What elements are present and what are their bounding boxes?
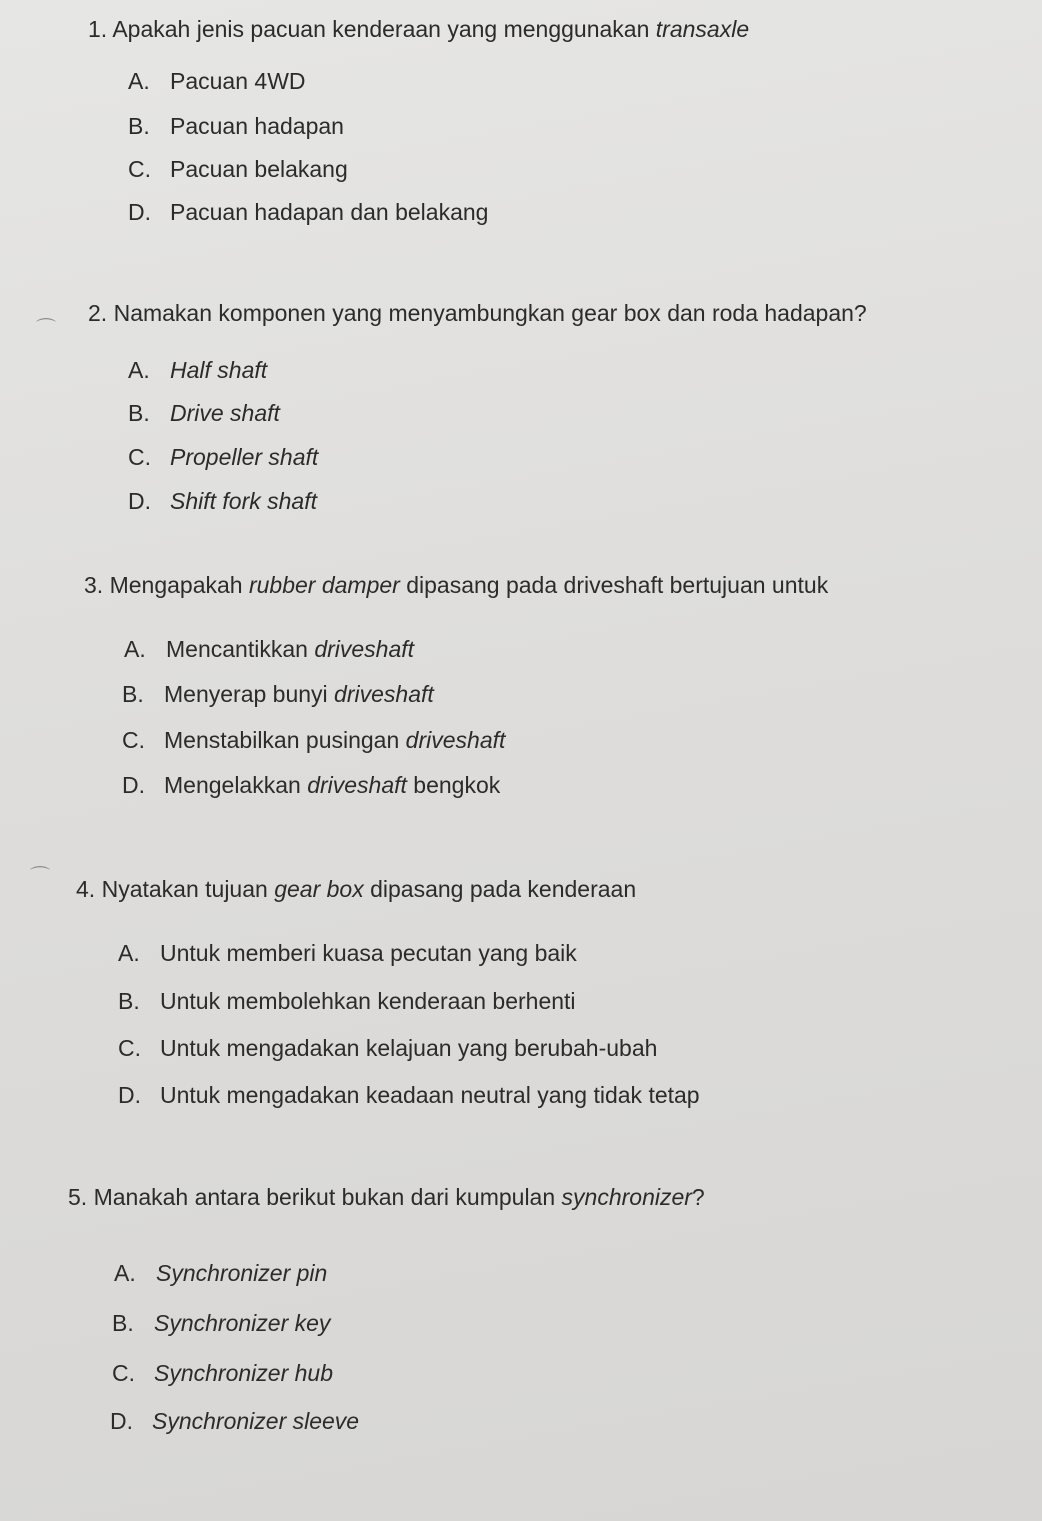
question-1 [88,16,749,43]
question-text: Apakah jenis pacuan kenderaan yang menggunakan [112,16,656,42]
option-5c[interactable]: C. Synchronizer hub [112,1360,333,1386]
question-4 [76,876,636,903]
question-number: 3. [84,572,104,598]
question-number: 5. [68,1184,88,1210]
option-2d[interactable]: D. Shift fork shaft [128,488,318,514]
option-3c[interactable]: C. Menstabilkan pusingan driveshaft [122,727,506,753]
option-4a[interactable]: A. Untuk memberi kuasa pecutan yang baik [118,940,577,966]
question-text-italic: transaxle [655,16,750,42]
margin-mark: ⌒ [30,866,50,888]
option-1d[interactable]: D. Pacuan hadapan dan belakang [128,199,489,225]
option-4b[interactable]: B. Untuk membolehkan kenderaan berhenti [118,988,576,1014]
question-number: 4. [76,876,96,902]
option-3d[interactable]: D. Mengelakkan driveshaft bengkok [122,772,501,798]
option-4c[interactable]: C. Untuk mengadakan kelajuan yang berubah-ubah [118,1035,658,1061]
option-3b[interactable]: B. Menyerap bunyi driveshaft [122,681,434,707]
option-5d[interactable]: D. Synchronizer sleeve [110,1408,360,1434]
option-2a[interactable]: A. Half shaft [128,357,268,383]
question-5 [68,1184,705,1211]
question-number: 2. [88,300,108,326]
question-text: Mengapakah [109,572,249,598]
question-text-after: ? [691,1184,705,1210]
question-number: 1. [88,16,108,42]
question-2 [88,300,867,327]
option-2b[interactable]: B. Drive shaft [128,400,280,426]
question-3 [84,572,828,599]
question-text-italic: rubber damper [248,572,400,598]
question-text-after: dipasang pada kenderaan [363,876,637,902]
question-text-after: dipasang pada driveshaft bertujuan untuk [399,572,829,598]
option-5a[interactable]: A. Synchronizer pin [114,1260,328,1286]
question-text: Namakan komponen yang menyambungkan gear box dan roda hadapan? [113,300,867,326]
option-2c[interactable]: C. Propeller shaft [128,444,319,470]
option-1a[interactable]: A. Pacuan 4WD [128,68,306,94]
option-1c[interactable]: C. Pacuan belakang [128,156,348,182]
option-4d[interactable]: D. Untuk mengadakan keadaan neutral yang tidak tetap [118,1082,700,1108]
question-text-italic: synchronizer [561,1184,692,1210]
question-text: Manakah antara berikut bukan dari kumpulan [93,1184,562,1210]
question-text-italic: gear box [274,876,364,902]
option-3a[interactable]: A. Mencantikkan driveshaft [124,636,415,662]
question-text: Nyatakan tujuan [101,876,275,902]
margin-mark: ⌒ [36,318,56,340]
option-5b[interactable]: B. Synchronizer key [112,1310,331,1336]
option-1b[interactable]: B. Pacuan hadapan [128,113,344,139]
